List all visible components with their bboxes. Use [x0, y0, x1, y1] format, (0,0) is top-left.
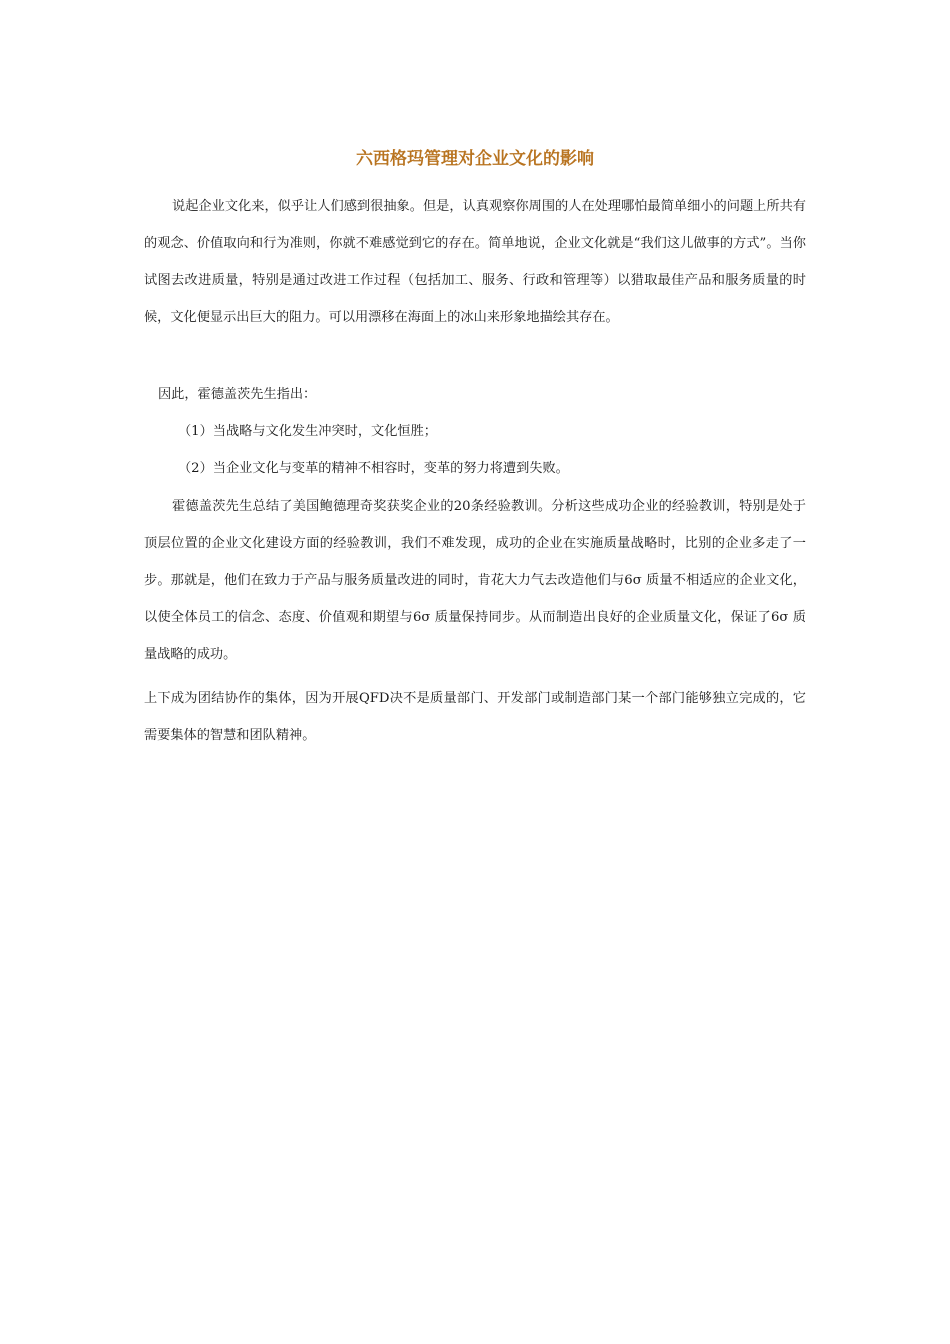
paragraph-teamwork: 上下成为团结协作的集体，因为开展QFD决不是质量部门、开发部门或制造部门某一个部门能够独立完成的，它需要集体的智慧和团队精神。	[144, 691, 806, 743]
document-title: 六西格玛管理对企业文化的影响	[356, 149, 594, 169]
list-item-2: （2）当企业文化与变革的精神不相容时，变革的努力将遭到失败。	[178, 461, 569, 476]
paragraph-lessons: 霍德盖茨先生总结了美国鲍德理奇奖获奖企业的20条经验教训。分析这些成功企业的经验教训，特别是处于顶层位置的企业文化建设方面的经验教训，我们不难发现，成功的企业在实施质量战略时，比别的企业多走了一步。那就是，他们在致力于产品与服务质量改进的同时，肯花大力气去改造他们与6σ 质量不相适应的企业文化，以使全体员工的信念、态度、价值观和期望与6σ 质量保持同步。从而制造出良好的企业质量文化，保证了6σ 质量战略的成功。	[144, 499, 806, 662]
paragraph-intro: 说起企业文化来，似乎让人们感到很抽象。但是，认真观察你周围的人在处理哪怕最简单细小的问题上所共有的观念、价值取向和行为准则，你就不难感觉到它的存在。简单地说，企业文化就是“我们这儿做事的方式”。当你试图去改进质量，特别是通过改进工作过程（包括加工、服务、行政和管理等）以猎取最佳产品和服务质量的时候，文化便显示出巨大的阻力。可以用漂移在海面上的冰山来形象地描绘其存在。	[144, 199, 806, 325]
paragraph-quote-lead: 因此，霍德盖茨先生指出：	[158, 387, 317, 402]
list-item-1: （1）当战略与文化发生冲突时，文化恒胜；	[178, 424, 437, 439]
